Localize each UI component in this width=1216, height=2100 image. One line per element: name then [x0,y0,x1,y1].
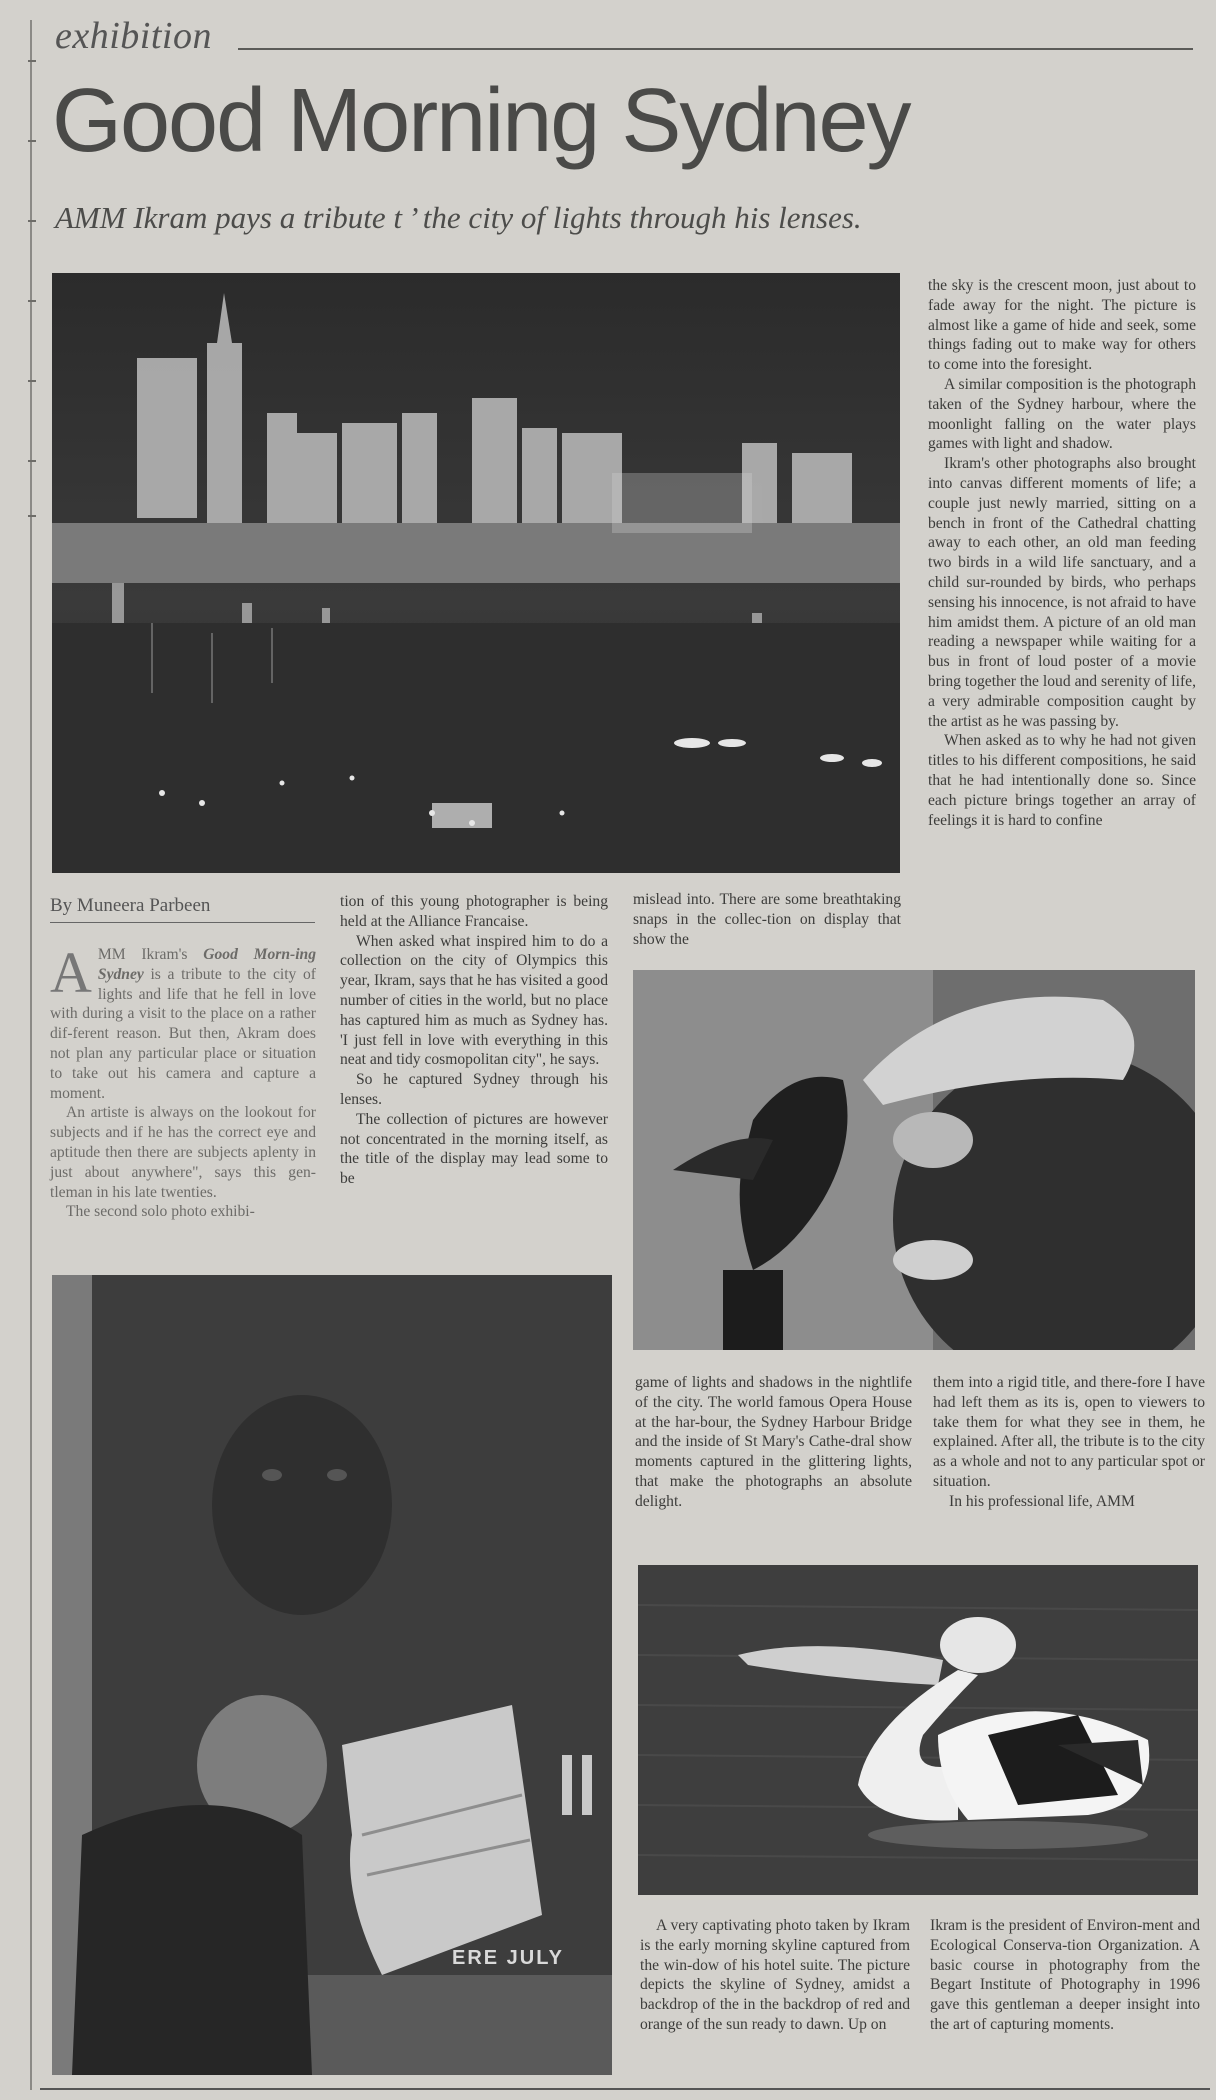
kicker-rule [238,48,1193,50]
byline: By Muneera Parbeen [50,895,211,916]
paragraph: A similar composition is the photograph taken of the Sydney harbour, where the moonlight falling on the water plays games with light and shadow. [928,375,1196,453]
paragraph: mislead into. There are some breathtaking snaps in the collec-tion on display that show the [633,891,901,948]
text-column-2 [340,892,608,1189]
photo-night-skyline [52,273,900,873]
intro-text-rest: is a tribute to the city of lights and life that he fell in love with during a visit to the place on a rather dif-ferent reason. But then, Akram does not plan any particular place or situation to take out his camera and capture a moment. [50,965,316,1102]
paragraph: The second solo photo exhibi- [66,1203,255,1221]
paragraph: Ikram is the president of Environ-ment and Ecological Conserva-tion Organization. A basic course in photography from the Begart Institute of Photography in 1996 gave this gentleman a deeper insight into the art of capturing moments. [930,1917,1200,2033]
drop-cap: A [50,940,92,1005]
edge-tick [28,60,36,62]
pelican-image [638,1565,1198,1895]
paragraph: tion of this young photographer is being held at the Alliance Francaise. [340,893,608,930]
text-column-1 [50,940,317,1222]
headline: Good Morning Sydney [52,71,910,171]
edge-tick [28,380,36,382]
paragraph: So he captured Sydney through his lenses. [340,1071,608,1108]
text-column-mid-left [635,1373,912,1512]
text-column-bottom-left [640,1916,910,2035]
edge-tick [28,300,36,302]
paragraph: the sky is the crescent moon, just about to fade away for the night. The picture is almost like a game of hide and seek, some things fading out to make way for others to come into the foresight. [928,277,1196,374]
paragraph: When asked as to why he had not given titles to his different compositions, he said that he had intentionally done so. Since each picture brings together an array of feelings it is hard to confine [928,732,1196,829]
section-kicker: exhibition [55,15,212,57]
paragraph: Ikram's other photographs also brought into canvas different moments of life; a couple just newly married, sitting on a bench in front of the Cathedral chatting away to each other, an old man feeding two birds in a wild life sanctuary, and a child sur-rounded by birds, who perhaps sensing his innocence, is not afraid to have him amidst them. A picture of an old man reading a newspaper while waiting for a bus in front of loud poster of a movie bring together the loud and serenity of life, a very admirable composition caught by the artist as he was passing by. [928,455,1196,730]
paragraph: The collection of pictures are however not concentrated in the morning itself, as the title of the display may lead some to be [340,1110,608,1188]
edge-tick [28,460,36,462]
text-column-mid-right [933,1373,1205,1512]
text-column-right-top [928,276,1196,830]
edge-tick [28,220,36,222]
edge-tick [28,140,36,142]
intro-text-lead: MM Ikram's [97,946,204,963]
skyline-image [52,273,900,873]
text-column-3 [633,890,901,949]
page-edge [30,20,32,2090]
photo-child-with-bird [633,970,1195,1350]
paragraph: A very captivating photo taken by Ikram is the early morning skyline captured from the win-dow of his hotel suite. The picture depicts the skyline of Sydney, amidst a backdrop of the in the backdrop of red and orange of the sun ready to dawn. Up on [640,1917,910,2033]
child-bird-image [633,970,1195,1350]
paragraph: An artiste is always on the lookout for subjects and if he has the correct eye and aptitude then there are subjects aplenty in just about anywhere", says this gen-tleman in his late twenties. [50,1104,316,1201]
paragraph: game of lights and shadows in the nightlife of the city. The world famous Opera House at the har-bour, the Sydney Harbour Bridge and the inside of St Mary's Cathe-dral show moments captured in the glittering lights, that make the photographs an absolute delight. [635,1374,912,1510]
paragraph: In his professional life, AMM [949,1492,1135,1510]
byline-rule [50,922,315,923]
paragraph: When asked what inspired him to do a collection on the city of Olympics this year, Ikram, says that he has visited a good number of cities in the world, but no place has captured him as much as Sydney has. 'I just fell in love with everything in this neat and tidy cosmopolitan city", he says. [340,932,608,1069]
deck: AMM Ikram pays a tribute t ’ the city of lights through his lenses. [55,200,862,235]
edge-tick [28,515,36,517]
photo-man-reading-newspaper [52,1275,612,2075]
text-column-bottom-right [930,1916,1200,2035]
intro-paragraph [50,940,317,1103]
paragraph: them into a rigid title, and there-fore I have had left them as its is, open to viewers to take them for what they see in them, he explained. After all, the tribute is to the city as a whole and not to any particular spot or situation. [933,1374,1205,1490]
exhibition-title: Good Morn-ing Sydney [97,946,317,983]
photo-pelican [638,1565,1198,1895]
bottom-rule [40,2088,1210,2090]
poster-text: ERE JULY [452,1947,564,1969]
